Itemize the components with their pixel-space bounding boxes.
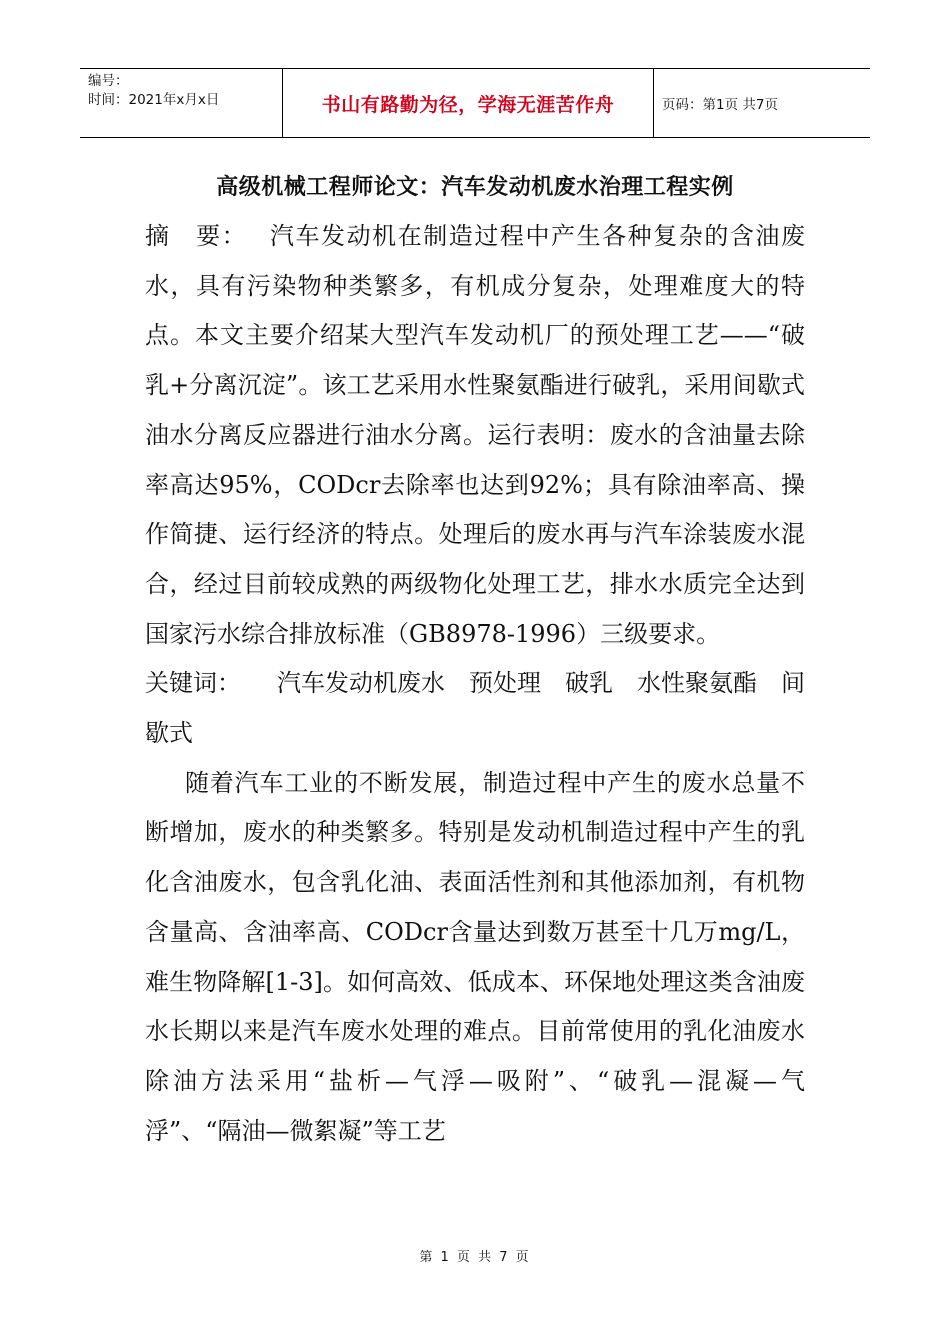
document-number-label: 编号： (88, 73, 129, 89)
abstract-paragraph: 摘 要： 汽车发动机在制造过程中产生各种复杂的含油废水，具有污染物种类繁多，有机成分复杂，处理难度大的特点。本文主要介绍某大型汽车发动机厂的预处理工艺——“破乳+分离沉淀”。该工艺采用水性聚氨酯进行破乳，采用间歇式油水分离反应器进行油水分离。运行表明：废水的含油量去除率高达95%，CODcr去除率也达到92%；具有除油率高、操作简捷、运行经济的特点。处理后的废水再与汽车涂装废水混合，经过目前较成熟的两级物化处理工艺，排水水质完全达到国家污水综合排放标准（GB8978-1996）三级要求。 (145, 222, 805, 648)
header-page-info: 页码：第1页 共7页 (662, 97, 778, 113)
keywords-paragraph: 关键词： 汽车发动机废水 预处理 破乳 水性聚氨酯 间歇式 (145, 669, 805, 748)
header-meta (80, 69, 282, 137)
paper-body (145, 212, 805, 1156)
page-header (80, 68, 870, 138)
paper-title: 高级机械工程师论文：汽车发动机废水治理工程实例 (216, 174, 734, 200)
intro-paragraph: 随着汽车工业的不断发展，制造过程中产生的废水总量不断增加，废水的种类繁多。特别是发动机制造过程中产生的乳化含油废水，包含乳化油、表面活性剂和其他添加剂，有机物含量高、含油率高、CODcr含量达到数万甚至十几万mg/L，难生物降解[1-3]。如何高效、低成本、环保地处理这类含油废水长期以来是汽车废水处理的难点。目前常使用的乳化油废水除油方法采用“盐析—气浮—吸附”、“破乳—混凝—气浮”、“隔油—微絮凝”等工艺 (145, 768, 805, 1145)
page-footer: 第 1 页 共 7 页 (419, 1250, 531, 1265)
header-motto: 书山有路勤为径，学海无涯苦作舟 (282, 69, 654, 137)
document-date-label: 时间：2021年x月x日 (88, 92, 220, 108)
